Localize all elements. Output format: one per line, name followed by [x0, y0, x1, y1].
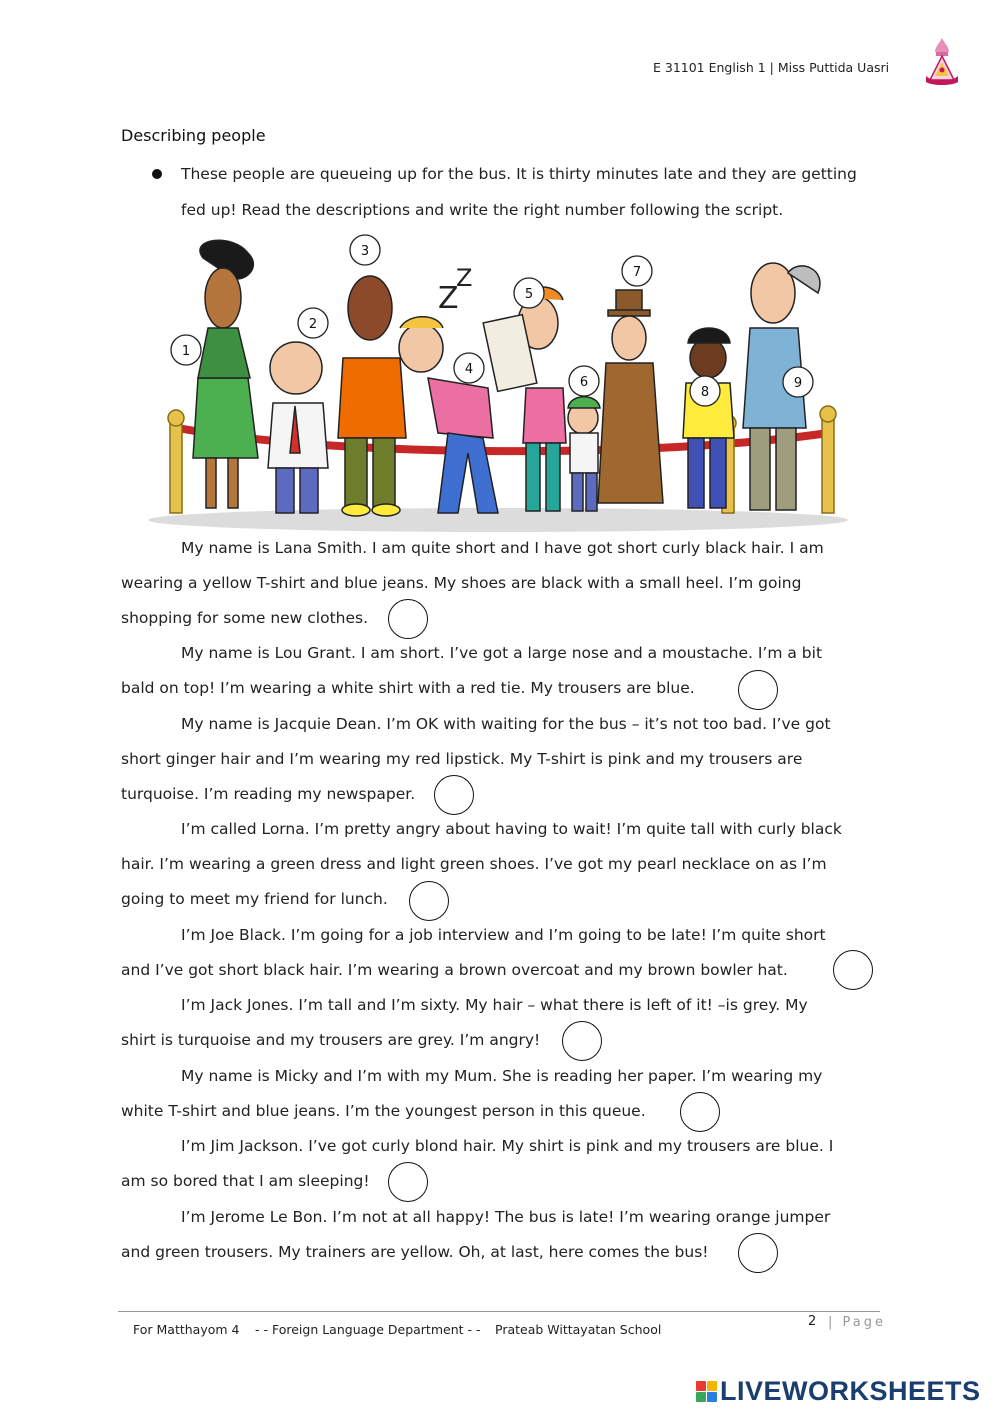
svg-text:Z: Z [438, 281, 459, 316]
page-title: Describing people [121, 126, 266, 145]
footer-school: Prateab Wittayatan School [495, 1322, 662, 1337]
page-number: 2 [808, 1314, 817, 1329]
footer-divider [118, 1311, 880, 1312]
figure-label: 3 [360, 244, 370, 259]
brand-grid-cell [696, 1381, 706, 1391]
page-label: | Page [828, 1315, 886, 1330]
liveworksheets-logo [696, 1376, 981, 1406]
bus-queue-illustration [138, 228, 860, 538]
answer-circle-8[interactable] [388, 1162, 428, 1202]
figure-label: 2 [308, 317, 318, 332]
description-line: going to meet my friend for lunch. [121, 890, 388, 908]
description-line: white T-shirt and blue jeans. I’m the youngest person in this queue. [121, 1102, 646, 1120]
instruction-line: fed up! Read the descriptions and write the right number following the script. [181, 201, 784, 219]
school-emblem-icon [920, 36, 964, 88]
header-course-info: E 31101 English 1 | Miss Puttida Uasri [653, 60, 890, 75]
answer-circle-6[interactable] [562, 1021, 602, 1061]
answer-circle-4[interactable] [409, 881, 449, 921]
answer-circle-7[interactable] [680, 1092, 720, 1132]
description-line: I’m Jerome Le Bon. I’m not at all happy! The bus is late! I’m wearing orange jumper [181, 1208, 831, 1226]
description-line: shirt is turquoise and my trousers are grey. I’m angry! [121, 1031, 541, 1049]
brand-grid-icon [696, 1381, 717, 1402]
answer-circle-5[interactable] [833, 950, 873, 990]
answer-circle-9[interactable] [738, 1233, 778, 1273]
brand-grid-cell [696, 1392, 706, 1402]
description-line: turquoise. I’m reading my newspaper. [121, 785, 416, 803]
description-line: I’m Jack Jones. I’m tall and I’m sixty. My hair – what there is left of it! –is grey. My [181, 996, 808, 1014]
svg-text:Z: Z [456, 264, 473, 292]
description-line: wearing a yellow T-shirt and blue jeans. My shoes are black with a small heel. I’m going [121, 574, 802, 592]
brand-grid-cell [707, 1392, 717, 1402]
description-line: My name is Lana Smith. I am quite short and I have got short curly black hair. I am [181, 539, 824, 557]
figure-label: 1 [181, 344, 191, 359]
description-line: I’m Jim Jackson. I’ve got curly blond hair. My shirt is pink and my trousers are blue. I [181, 1137, 834, 1155]
description-line: I’m Joe Black. I’m going for a job interview and I’m going to be late! I’m quite short [181, 926, 826, 944]
description-line: and green trousers. My trainers are yellow. Oh, at last, here comes the bus! [121, 1243, 709, 1261]
description-line: shopping for some new clothes. [121, 609, 369, 627]
footer-department: - - Foreign Language Department - - [255, 1322, 481, 1337]
description-line: hair. I’m wearing a green dress and light green shoes. I’ve got my pearl necklace on as I’m [121, 855, 827, 873]
description-line: short ginger hair and I’m wearing my red lipstick. My T-shirt is pink and my trousers are [121, 750, 803, 768]
answer-circle-2[interactable] [738, 670, 778, 710]
brand-name: LIVEWORKSHEETS [720, 1375, 981, 1406]
description-line: My name is Jacquie Dean. I’m OK with waiting for the bus – it’s not too bad. I’ve got [181, 715, 831, 733]
figure-label: 4 [464, 362, 474, 377]
description-line: and I’ve got short black hair. I’m wearing a brown overcoat and my brown bowler hat. [121, 961, 788, 979]
description-line: bald on top! I’m wearing a white shirt with a red tie. My trousers are blue. [121, 679, 695, 697]
description-line: am so bored that I am sleeping! [121, 1172, 370, 1190]
description-line: I’m called Lorna. I’m pretty angry about having to wait! I’m quite tall with curly black [181, 820, 842, 838]
description-line: My name is Lou Grant. I am short. I’ve got a large nose and a moustache. I’m a bit [181, 644, 823, 662]
description-line: My name is Micky and I’m with my Mum. She is reading her paper. I’m wearing my [181, 1067, 823, 1085]
bullet-dot-icon [152, 169, 162, 179]
brand-grid-cell [707, 1381, 717, 1391]
answer-circle-3[interactable] [434, 775, 474, 815]
figure-label: 9 [793, 376, 803, 391]
figure-label: 8 [700, 385, 710, 400]
footer-grade: For Matthayom 4 [133, 1322, 240, 1337]
instruction-line: These people are queueing up for the bus. It is thirty minutes late and they are getting [181, 165, 857, 183]
figure-label: 7 [632, 265, 642, 280]
figure-label: 5 [524, 287, 534, 302]
answer-circle-1[interactable] [388, 599, 428, 639]
figure-label: 6 [579, 375, 589, 390]
